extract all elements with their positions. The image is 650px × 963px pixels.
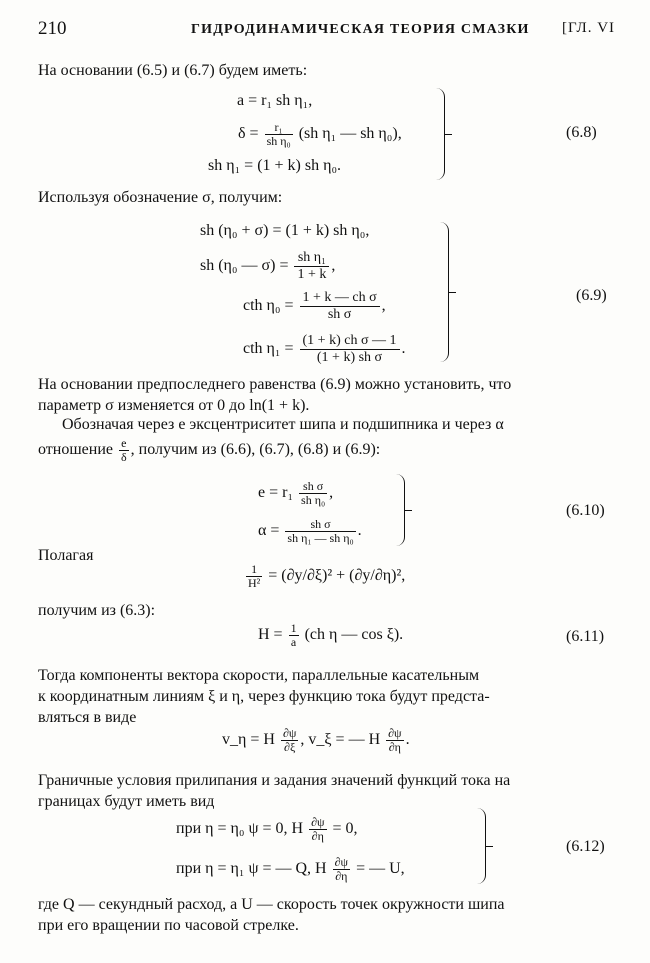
brace <box>436 88 445 180</box>
equation-line: sh η₁ = (1 + k) sh η₀. <box>208 157 342 174</box>
paragraph-line: Тогда компоненты вектора скорости, параллельные касательным <box>38 667 480 684</box>
equation-tag: (6.9) <box>576 287 607 304</box>
chapter-label: [ГЛ. VI <box>562 20 616 36</box>
brace <box>477 808 486 884</box>
paragraph-line: вляться в виде <box>38 709 137 726</box>
equation-line: $\frac{1}{\text{H²}}$ = (∂y/∂ξ)² + (∂y/∂η)², <box>248 562 406 590</box>
equation-line: e = r₁ $\frac{\text{sh σ}}{\text{sh η₀}}$ , <box>258 479 334 507</box>
equation-tag: (6.12) <box>566 838 605 855</box>
paragraph-line: к координатным линиям ξ и η, через функцию тока будут предста- <box>38 688 490 705</box>
equation-line: sh (η₀ + σ) = (1 + k) sh η₀, <box>200 222 370 239</box>
equation-line: cth η₀ = $\frac{\text{1 + k — ch σ}}{\text{sh σ}}$ , <box>243 290 386 322</box>
paragraph-line: Граничные условия прилипания и задания значений функций тока на <box>38 772 511 789</box>
equation-tag: (6.8) <box>566 124 597 141</box>
equation-line: при η = η₀ ψ = 0, H $\frac{\partial\psi}{\partial\eta}$ = 0, <box>176 815 358 843</box>
paragraph-line: Обозначая через e эксцентриситет шипа и подшипника и через α <box>62 416 504 433</box>
equation-line: H = $\frac{1}{a}$ (ch η — cos ξ). <box>258 621 404 649</box>
brace <box>440 222 449 362</box>
equation-line: cth η₁ = $\frac{\text{(1 + k) ch σ — 1}}{\text{(1 + k) sh σ}}$ . <box>243 333 406 365</box>
equation-line: при η = η₁ ψ = — Q, H $\frac{\partial\psi}{\partial\eta}$ = — U, <box>176 855 405 883</box>
paragraph: Используя обозначение σ, получим: <box>38 189 283 206</box>
paragraph-line: при его вращении по часовой стрелке. <box>38 917 299 934</box>
paragraph: Полагая <box>38 547 94 564</box>
page-number: 210 <box>38 18 67 39</box>
equation-line: a = r₁ sh η₁, <box>237 92 313 109</box>
equation-tag: (6.11) <box>566 628 605 645</box>
paragraph: получим из (6.3): <box>38 602 156 619</box>
equation-line: v_η = H $\frac{\partial\psi}{\partial\xi}$ , v_ξ = — H $\frac{\partial\psi}{\partial\eta}$ . <box>222 726 410 754</box>
paragraph-line: отношение $\frac{e}{\delta}$ , получим из (6.6), (6.7), (6.8) и (6.9): <box>38 436 381 464</box>
brace <box>396 474 405 546</box>
equation-line: sh (η₀ — σ) = $\frac{\text{sh η₁}}{1 + k}$ , <box>200 250 336 282</box>
paragraph-line: границах будут иметь вид <box>38 793 215 810</box>
running-title: ГИДРОДИНАМИЧЕСКАЯ ТЕОРИЯ СМАЗКИ <box>191 22 530 37</box>
equation-line: δ = $\frac{\text{r₁}}{\text{sh η₀}}$ (sh η₁ — sh η₀), <box>238 120 402 148</box>
equation-tag: (6.10) <box>566 502 605 519</box>
paragraph: На основании (6.5) и (6.7) будем иметь: <box>38 62 308 79</box>
paragraph-line: где Q — секундный расход, а U — скорость точек окружности шипа <box>38 896 505 913</box>
equation-line: α = $\frac{\text{sh σ}}{\text{sh η₁ — sh η₀}}$ . <box>258 517 362 545</box>
paragraph-line: На основании предпоследнего равенства (6.9) можно установить, что <box>38 376 512 393</box>
paragraph-line: параметр σ изменяется от 0 до ln(1 + k). <box>38 397 310 414</box>
